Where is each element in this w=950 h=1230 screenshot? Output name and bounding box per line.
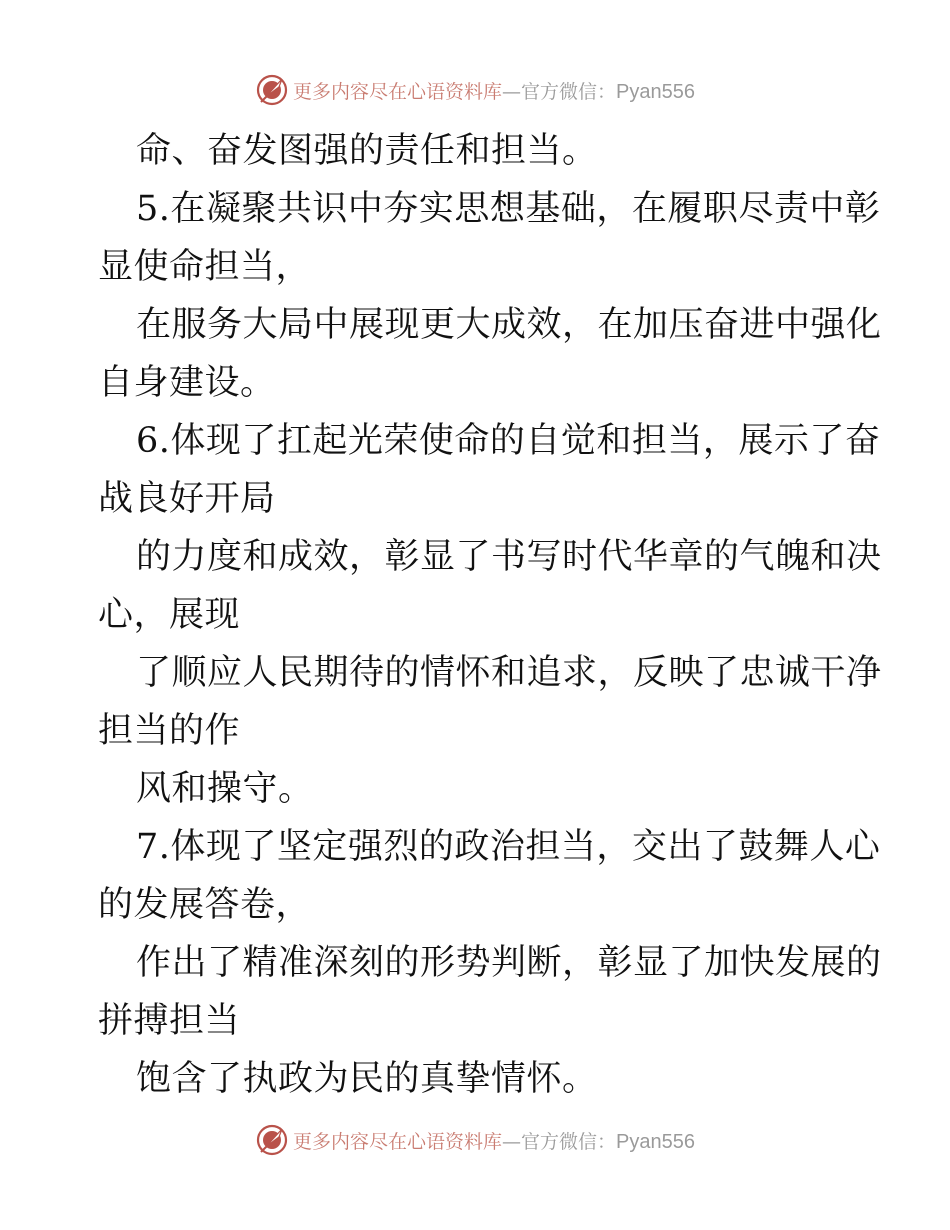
text-line: 命、奋发图强的责任和担当。 — [136, 131, 598, 171]
text-line: 6.体现了扛起光荣使命的自觉和担当，展示了奋 — [136, 421, 881, 461]
footer-banner — [0, 1120, 950, 1160]
text-line: 在服务大局中展现更大成效，在加压奋进中强化 — [136, 305, 882, 345]
text-line: 自身建设。 — [98, 363, 276, 403]
text-line: 7.体现了坚定强烈的政治担当，交出了鼓舞人心 — [136, 827, 881, 867]
text-line: 5.在凝聚共识中夯实思想基础，在履职尽责中彰 — [136, 189, 881, 229]
document-body — [98, 122, 882, 1108]
header-banner — [0, 70, 950, 110]
text-line: 战良好开局 — [98, 479, 276, 519]
text-line: 作出了精准深刻的形势判断，彰显了加快发展的 — [136, 943, 882, 983]
banner-text: 更多内容尽在心语资料库—官方微信：Pyan556 — [293, 80, 695, 103]
text-line: 心，展现 — [98, 595, 241, 635]
text-line: 风和操守。 — [136, 769, 314, 809]
text-line: 的力度和成效，彰显了书写时代华章的气魄和决 — [136, 537, 882, 577]
text-line: 拼搏担当 — [98, 1001, 241, 1041]
text-line: 饱含了执政为民的真挚情怀。 — [136, 1059, 598, 1099]
quill-logo-icon — [255, 1123, 289, 1157]
text-line: 显使命担当， — [98, 247, 312, 287]
text-line: 担当的作 — [98, 711, 241, 751]
text-line: 的发展答卷， — [98, 885, 312, 925]
quill-logo-icon — [255, 73, 289, 107]
text-line: 了顺应人民期待的情怀和追求，反映了忠诚干净 — [136, 653, 882, 693]
banner-text: 更多内容尽在心语资料库—官方微信：Pyan556 — [293, 1130, 695, 1153]
